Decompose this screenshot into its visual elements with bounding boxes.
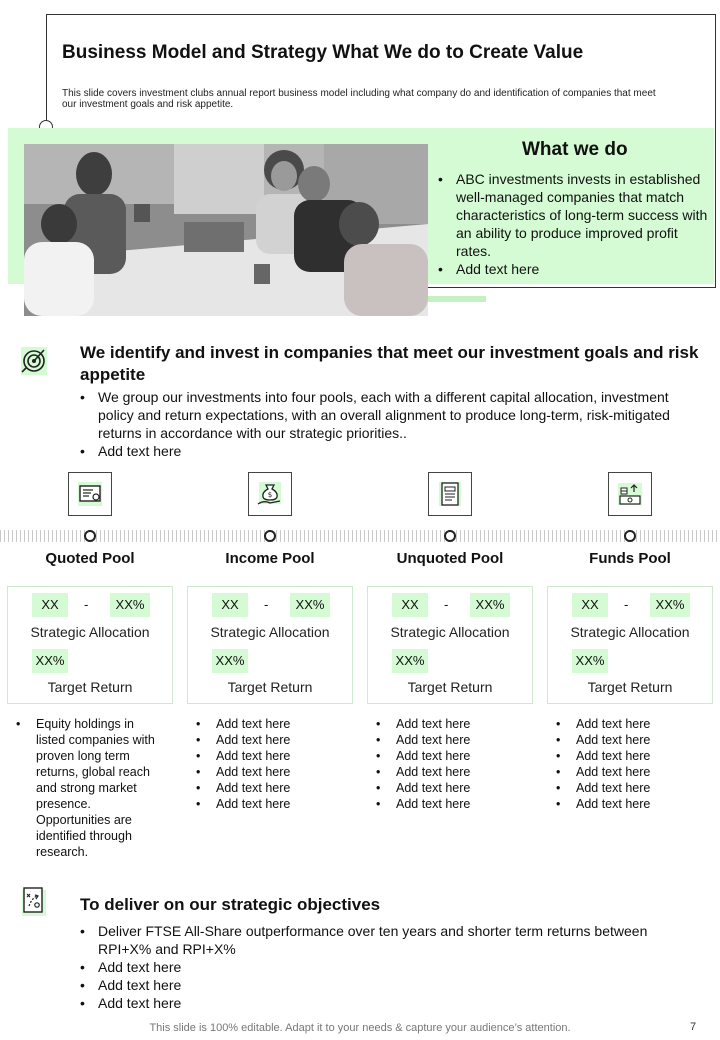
list-item: • Add text here <box>80 994 704 1012</box>
team-meeting-photo <box>24 144 428 316</box>
return-value: XX% <box>392 649 428 673</box>
list-item: • Add text here <box>196 748 346 764</box>
deliver-list <box>80 922 704 1012</box>
allocation-low: XX <box>212 593 248 617</box>
list-item: • Add text here <box>376 732 526 748</box>
pool-name-income: Income Pool <box>225 550 315 567</box>
timeline-dot <box>624 530 636 542</box>
pool-card-unquoted <box>367 586 533 704</box>
return-value: XX% <box>32 649 68 673</box>
return-label: Target Return <box>587 679 673 695</box>
pool-name-unquoted: Unquoted Pool <box>396 550 504 567</box>
allocation-label: Strategic Allocation <box>390 624 510 640</box>
list-item: • Add text here <box>196 796 346 812</box>
timeline-dot <box>444 530 456 542</box>
list-item: • Add text here <box>196 716 346 732</box>
timeline-dot <box>84 530 96 542</box>
list-item: • Add text here <box>80 442 704 460</box>
pool-name-quoted: Quoted Pool <box>45 550 135 567</box>
allocation-high: XX% <box>470 593 510 617</box>
pool-list-income <box>196 716 346 812</box>
timeline-dot <box>264 530 276 542</box>
list-item: • Deliver FTSE All-Share outperformance over ten years and shorter term returns between RPI+X% and RPI+X% <box>80 922 704 958</box>
cash-coins-icon <box>608 472 652 516</box>
allocation-low: XX <box>572 593 608 617</box>
what-we-do-list <box>438 170 708 278</box>
list-item: • Add text here <box>556 796 706 812</box>
return-value: XX% <box>212 649 248 673</box>
allocation-high: XX% <box>650 593 690 617</box>
allocation-low: XX <box>32 593 68 617</box>
list-item: • Add text here <box>376 780 526 796</box>
return-label: Target Return <box>227 679 313 695</box>
pool-card-income <box>187 586 353 704</box>
range-dash: - <box>264 597 269 612</box>
allocation-label: Strategic Allocation <box>30 624 150 640</box>
return-label: Target Return <box>407 679 493 695</box>
strategy-board-icon <box>20 886 48 918</box>
list-item: • Add text here <box>80 976 704 994</box>
pool-name-funds: Funds Pool <box>589 550 671 567</box>
list-item: • ABC investments invests in established well-managed companies that match characteristics of long-term success with an ability to produce improved profit rates. <box>438 170 708 260</box>
list-item: • Add text here <box>556 732 706 748</box>
pool-list-unquoted <box>376 716 526 812</box>
footer-note: This slide is 100% editable. Adapt it to your needs & capture your audience’s attention. <box>149 1022 571 1034</box>
range-dash: - <box>444 597 449 612</box>
list-item: • Add text here <box>438 260 708 278</box>
range-dash: - <box>84 597 89 612</box>
list-item: • Add text here <box>556 780 706 796</box>
what-we-do-title: What we do <box>522 139 628 160</box>
allocation-high: XX% <box>290 593 330 617</box>
timeline-divider <box>0 530 720 542</box>
allocation-label: Strategic Allocation <box>210 624 330 640</box>
svg-text:$: $ <box>267 491 273 499</box>
list-item: • Add text here <box>376 764 526 780</box>
list-item: • We group our investments into four pools, each with a different capital allocation, investment policy and return expectations, with an overall alignment to produce long-term, risk-mitigated returns in accordance with our strategic priorities.. <box>80 388 704 442</box>
list-item: • Add text here <box>556 716 706 732</box>
list-item: • Add text here <box>376 796 526 812</box>
allocation-low: XX <box>392 593 428 617</box>
target-icon <box>20 344 48 376</box>
list-item: • Add text here <box>376 716 526 732</box>
allocation-label: Strategic Allocation <box>570 624 690 640</box>
list-item: • Add text here <box>556 748 706 764</box>
page-number: 7 <box>690 1021 697 1033</box>
pool-list-funds <box>556 716 706 812</box>
list-item: • Equity holdings in listed companies with proven long term returns, global reach and strong market presence. Opportunities are identified through research. <box>16 716 166 860</box>
identify-list <box>80 388 704 460</box>
certificate-icon <box>68 472 112 516</box>
list-item: • Add text here <box>196 764 346 780</box>
document-list-icon <box>428 472 472 516</box>
list-item: • Add text here <box>80 958 704 976</box>
page-subtitle: This slide covers investment clubs annual report business model including what company do and identification of companies that meet our investment goals and risk appetite. <box>62 88 656 110</box>
list-item: • Add text here <box>556 764 706 780</box>
list-item: • Add text here <box>376 748 526 764</box>
list-item: • Add text here <box>196 780 346 796</box>
allocation-high: XX% <box>110 593 150 617</box>
accent-bar <box>428 296 486 302</box>
deliver-heading: To deliver on our strategic objectives <box>80 895 381 914</box>
pool-card-quoted <box>7 586 173 704</box>
pool-list-quoted <box>16 716 166 860</box>
return-label: Target Return <box>47 679 133 695</box>
pool-card-funds <box>547 586 713 704</box>
page-title: Business Model and Strategy What We do to Create Value <box>62 42 584 63</box>
identify-heading: We identify and invest in companies that meet our investment goals and risk appetite <box>80 343 699 384</box>
list-item: • Add text here <box>196 732 346 748</box>
range-dash: - <box>624 597 629 612</box>
return-value: XX% <box>572 649 608 673</box>
money-bag-hand-icon <box>248 472 292 516</box>
